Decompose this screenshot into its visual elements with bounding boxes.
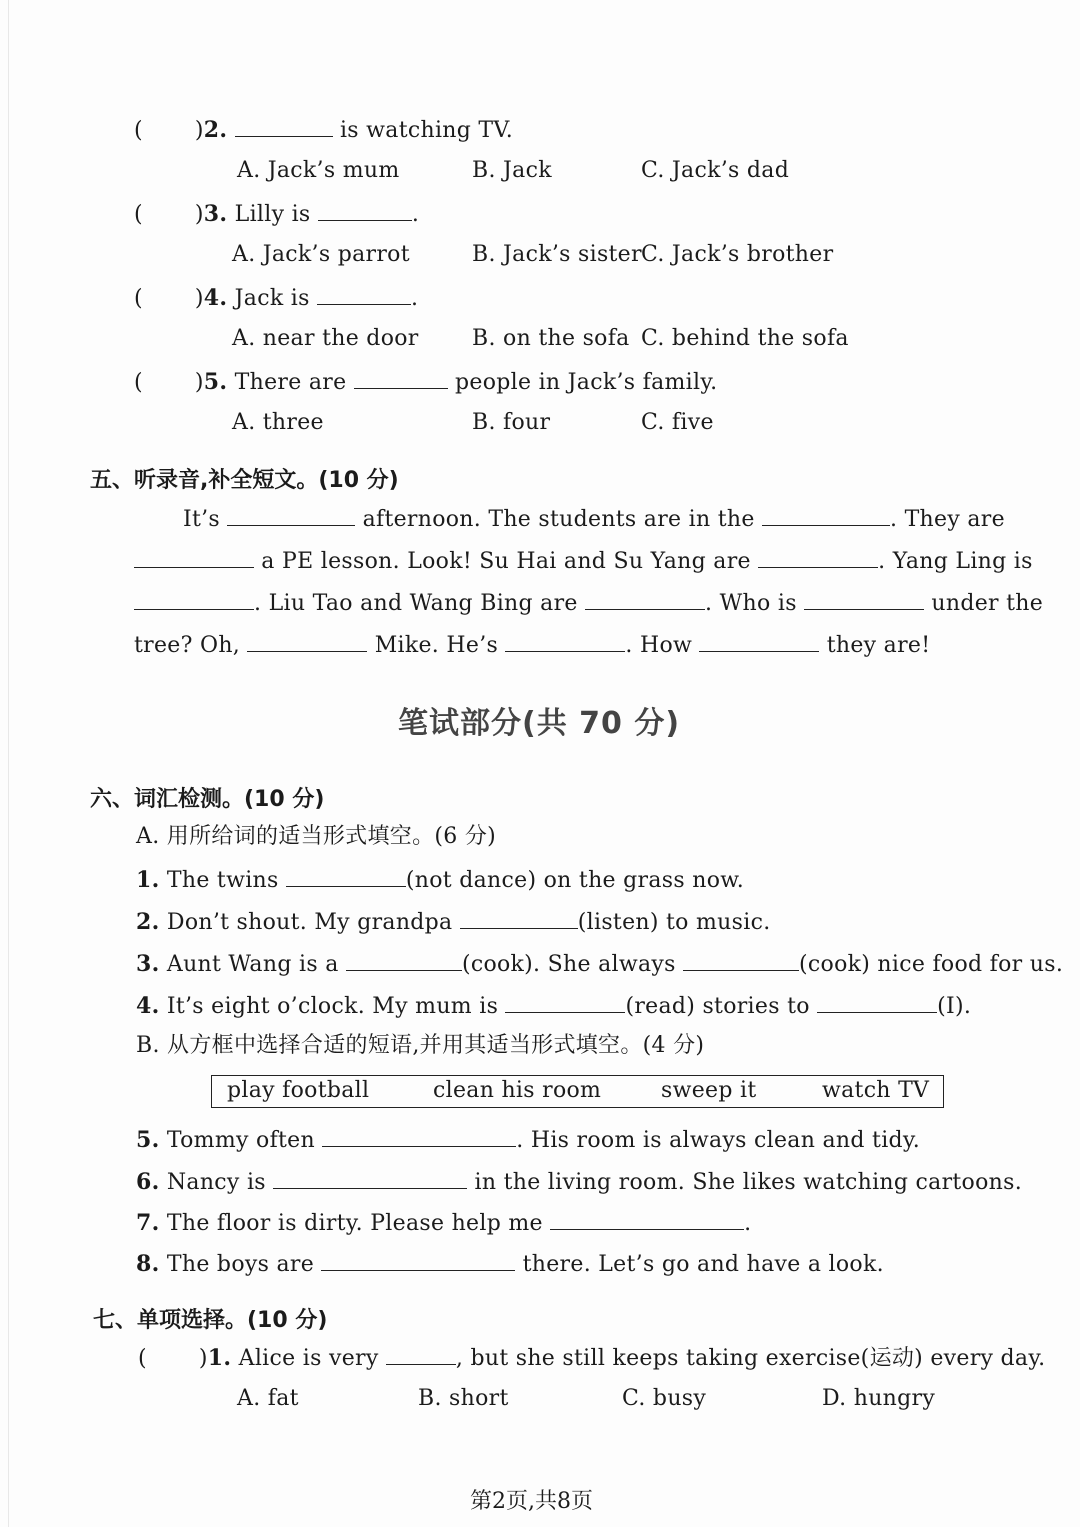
passage-blank-8[interactable] bbox=[247, 629, 367, 652]
passage-text: Mike. He’s bbox=[374, 633, 499, 658]
question-text: is watching TV. bbox=[339, 118, 514, 143]
option-a: A. near the door bbox=[232, 326, 419, 351]
passage-text: tree? Oh, bbox=[134, 633, 241, 658]
item-number: 2. bbox=[136, 909, 160, 935]
answer-blank[interactable] bbox=[322, 1124, 516, 1147]
passage-text: It’s bbox=[183, 507, 221, 532]
answer-paren-open: ( bbox=[138, 1346, 147, 1371]
item-number: 6. bbox=[136, 1169, 160, 1195]
item-text: (read) stories to bbox=[625, 994, 810, 1019]
part-b-instruction: B. 从方框中选择合适的短语,并用其适当形式填空。(4 分) bbox=[136, 1033, 705, 1058]
answer-blank[interactable] bbox=[683, 948, 799, 971]
vocab-item-5 bbox=[136, 1124, 920, 1156]
page-number: 第2页,共8页 bbox=[470, 1489, 593, 1514]
written-part-title: 笔试部分(共 70 分) bbox=[398, 706, 681, 741]
answer-blank[interactable] bbox=[346, 948, 462, 971]
item-number: 1. bbox=[136, 867, 160, 893]
item-text: The boys are bbox=[166, 1252, 315, 1277]
passage-text: . Who is bbox=[705, 591, 797, 616]
item-text: (listen) to music. bbox=[577, 910, 771, 935]
item-text: The twins bbox=[166, 868, 279, 893]
option-c: C. busy bbox=[622, 1386, 707, 1411]
option-b: B. Jack’s sister bbox=[472, 242, 642, 267]
answer-paren-close: ) bbox=[194, 370, 204, 395]
vocab-item-4 bbox=[136, 990, 971, 1022]
answer-blank[interactable] bbox=[354, 366, 448, 389]
answer-blank[interactable] bbox=[817, 990, 937, 1013]
phrase-play-football: play football bbox=[227, 1078, 370, 1103]
passage-text: under the bbox=[931, 591, 1044, 616]
answer-paren-close: ) bbox=[194, 202, 204, 227]
item-number: 3. bbox=[136, 951, 160, 977]
item-text: Aunt Wang is a bbox=[166, 952, 339, 977]
item-text: (I). bbox=[937, 994, 972, 1019]
passage-text: they are! bbox=[826, 633, 931, 658]
passage-blank-10[interactable] bbox=[699, 629, 819, 652]
answer-blank[interactable] bbox=[235, 114, 333, 137]
item-text: . bbox=[744, 1211, 752, 1236]
phrase-watch-tv: watch TV bbox=[822, 1078, 930, 1103]
section-5-heading: 五、听录音,补全短文。(10 分) bbox=[90, 468, 399, 493]
item-number: 4. bbox=[136, 993, 160, 1019]
question-punct: . bbox=[410, 286, 419, 311]
answer-paren-open: ( bbox=[134, 118, 143, 143]
question-punct: . bbox=[411, 202, 420, 227]
answer-paren-close: ) bbox=[194, 286, 204, 311]
answer-blank[interactable] bbox=[318, 198, 412, 221]
question-number: 4. bbox=[203, 285, 228, 311]
item-text: Nancy is bbox=[166, 1170, 266, 1195]
passage-line-3 bbox=[134, 587, 1043, 619]
vocab-item-6 bbox=[136, 1166, 1022, 1198]
option-c: C. Jack’s dad bbox=[641, 158, 790, 183]
question-number: 1. bbox=[207, 1345, 232, 1371]
scan-edge bbox=[8, 0, 9, 1527]
answer-blank[interactable] bbox=[550, 1207, 744, 1230]
vocab-item-2 bbox=[136, 906, 770, 938]
phrase-clean-his-room: clean his room bbox=[433, 1078, 602, 1103]
passage-blank-3[interactable] bbox=[134, 545, 254, 568]
option-b: B. four bbox=[472, 410, 551, 435]
question-text: Alice is very bbox=[238, 1346, 379, 1371]
question-number: 2. bbox=[203, 117, 228, 143]
option-a: A. fat bbox=[237, 1386, 299, 1411]
option-b: B. short bbox=[418, 1386, 509, 1411]
answer-paren-open: ( bbox=[134, 370, 143, 395]
question-number: 3. bbox=[203, 201, 228, 227]
question-4 bbox=[134, 282, 418, 314]
option-d: D. hungry bbox=[822, 1386, 936, 1411]
item-number: 5. bbox=[136, 1127, 160, 1153]
passage-line-1 bbox=[183, 503, 1005, 535]
item-text: (cook). She always bbox=[461, 952, 676, 977]
passage-text: a PE lesson. Look! Su Hai and Su Yang are bbox=[261, 549, 751, 574]
passage-blank-5[interactable] bbox=[134, 587, 254, 610]
question-text: Jack is bbox=[234, 286, 310, 311]
answer-blank[interactable] bbox=[286, 864, 406, 887]
option-b: B. Jack bbox=[472, 158, 552, 183]
passage-text: . How bbox=[625, 633, 693, 658]
answer-paren-close: ) bbox=[194, 118, 204, 143]
passage-text: . Liu Tao and Wang Bing are bbox=[254, 591, 578, 616]
item-text: Tommy often bbox=[166, 1128, 315, 1153]
vocab-item-1 bbox=[136, 864, 744, 896]
passage-text: . Yang Ling is bbox=[878, 549, 1033, 574]
passage-blank-1[interactable] bbox=[227, 503, 355, 526]
item-number: 8. bbox=[136, 1251, 160, 1277]
mc-question-1 bbox=[138, 1342, 1045, 1374]
section-6-heading: 六、词汇检测。(10 分) bbox=[90, 787, 325, 812]
option-c: C. behind the sofa bbox=[641, 326, 849, 351]
question-text: Lilly is bbox=[234, 202, 311, 227]
option-a: A. Jack’s mum bbox=[237, 158, 400, 183]
answer-paren-open: ( bbox=[134, 286, 143, 311]
item-text: Don’t shout. My grandpa bbox=[166, 910, 453, 935]
item-text: (cook) nice food for us. bbox=[799, 952, 1064, 977]
item-text: It’s eight o’clock. My mum is bbox=[166, 994, 499, 1019]
passage-line-2 bbox=[134, 545, 1033, 577]
vocab-item-3 bbox=[136, 948, 1063, 980]
passage-blank-4[interactable] bbox=[758, 545, 878, 568]
passage-blank-2[interactable] bbox=[762, 503, 890, 526]
question-text: people in Jack’s family. bbox=[455, 370, 718, 395]
section-7-heading: 七、单项选择。(10 分) bbox=[93, 1308, 328, 1333]
item-text: (not dance) on the grass now. bbox=[405, 868, 745, 893]
answer-paren-close: ) bbox=[198, 1346, 208, 1371]
vocab-item-8 bbox=[136, 1248, 884, 1280]
item-text: . His room is always clean and tidy. bbox=[516, 1128, 921, 1153]
answer-blank[interactable] bbox=[505, 990, 625, 1013]
passage-blank-9[interactable] bbox=[505, 629, 625, 652]
vocab-item-7 bbox=[136, 1207, 751, 1239]
option-a: A. three bbox=[232, 410, 324, 435]
answer-blank[interactable] bbox=[317, 282, 411, 305]
phrase-sweep-it: sweep it bbox=[661, 1078, 757, 1103]
question-number: 5. bbox=[203, 369, 228, 395]
answer-blank[interactable] bbox=[460, 906, 578, 929]
question-2 bbox=[134, 114, 513, 146]
passage-line-4 bbox=[134, 629, 930, 661]
passage-blank-7[interactable] bbox=[804, 587, 924, 610]
question-3 bbox=[134, 198, 419, 230]
answer-paren-open: ( bbox=[134, 202, 143, 227]
answer-blank[interactable] bbox=[321, 1248, 515, 1271]
item-text: in the living room. She likes watching cartoons. bbox=[474, 1170, 1022, 1195]
option-b: B. on the sofa bbox=[472, 326, 630, 351]
option-a: A. Jack’s parrot bbox=[232, 242, 410, 267]
option-c: C. Jack’s brother bbox=[641, 242, 834, 267]
question-text: There are bbox=[234, 370, 347, 395]
item-number: 7. bbox=[136, 1210, 160, 1236]
question-5 bbox=[134, 366, 717, 398]
passage-text: . They are bbox=[889, 507, 1005, 532]
passage-blank-6[interactable] bbox=[585, 587, 705, 610]
option-c: C. five bbox=[641, 410, 714, 435]
answer-blank[interactable] bbox=[273, 1166, 467, 1189]
part-a-instruction: A. 用所给词的适当形式填空。(6 分) bbox=[136, 824, 497, 849]
question-text: , but she still keeps taking exercise(运动) every day. bbox=[455, 1346, 1046, 1371]
passage-text: afternoon. The students are in the bbox=[362, 507, 755, 532]
item-text: there. Let’s go and have a look. bbox=[522, 1252, 884, 1277]
item-text: The floor is dirty. Please help me bbox=[166, 1211, 543, 1236]
answer-blank[interactable] bbox=[386, 1342, 456, 1365]
